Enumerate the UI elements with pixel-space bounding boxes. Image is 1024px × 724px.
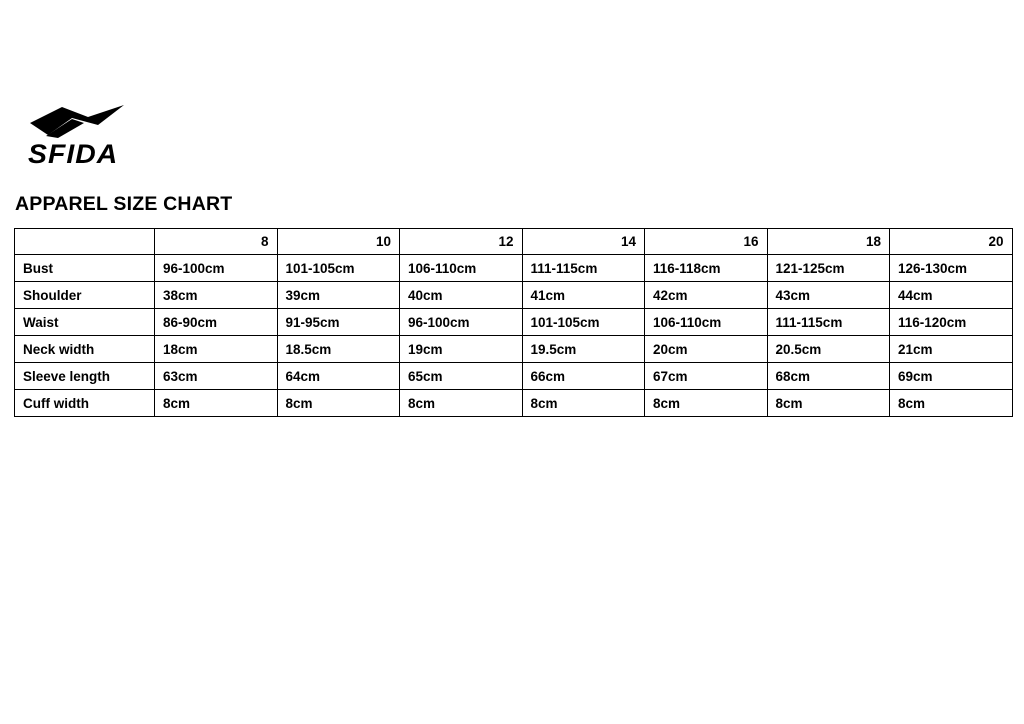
header-row xyxy=(15,229,1013,255)
table-row xyxy=(15,282,1013,309)
column-header-size-20: 20 xyxy=(890,229,1013,255)
sfida-swoosh-icon xyxy=(28,105,138,139)
cell-bust-14: 111-115cm xyxy=(522,255,645,282)
column-header-size-12: 12 xyxy=(400,229,523,255)
cell-waist-14: 101-105cm xyxy=(522,309,645,336)
cell-bust-8: 96-100cm xyxy=(155,255,278,282)
cell-waist-10: 91-95cm xyxy=(277,309,400,336)
cell-shoulder-14: 41cm xyxy=(522,282,645,309)
cell-neck-width-14: 19.5cm xyxy=(522,336,645,363)
column-header-size-14: 14 xyxy=(522,229,645,255)
cell-waist-20: 116-120cm xyxy=(890,309,1013,336)
cell-sleeve-length-10: 64cm xyxy=(277,363,400,390)
cell-cuff-width-14: 8cm xyxy=(522,390,645,417)
cell-cuff-width-10: 8cm xyxy=(277,390,400,417)
cell-sleeve-length-14: 66cm xyxy=(522,363,645,390)
column-header-size-10: 10 xyxy=(277,229,400,255)
table-corner-cell xyxy=(15,229,155,255)
row-label-cuff-width: Cuff width xyxy=(15,390,155,417)
column-header-size-18: 18 xyxy=(767,229,890,255)
row-label-bust: Bust xyxy=(15,255,155,282)
table-header xyxy=(15,229,1013,255)
row-label-neck-width: Neck width xyxy=(15,336,155,363)
cell-sleeve-length-12: 65cm xyxy=(400,363,523,390)
cell-cuff-width-20: 8cm xyxy=(890,390,1013,417)
row-label-sleeve-length: Sleeve length xyxy=(15,363,155,390)
table-row xyxy=(15,363,1013,390)
cell-neck-width-18: 20.5cm xyxy=(767,336,890,363)
cell-waist-12: 96-100cm xyxy=(400,309,523,336)
cell-shoulder-18: 43cm xyxy=(767,282,890,309)
brand-wordmark: SFIDA xyxy=(28,139,119,169)
row-label-shoulder: Shoulder xyxy=(15,282,155,309)
row-label-waist: Waist xyxy=(15,309,155,336)
cell-bust-10: 101-105cm xyxy=(277,255,400,282)
cell-neck-width-12: 19cm xyxy=(400,336,523,363)
cell-sleeve-length-8: 63cm xyxy=(155,363,278,390)
cell-sleeve-length-18: 68cm xyxy=(767,363,890,390)
cell-bust-12: 106-110cm xyxy=(400,255,523,282)
cell-neck-width-10: 18.5cm xyxy=(277,336,400,363)
page-title: APPAREL SIZE CHART xyxy=(15,193,233,215)
cell-cuff-width-18: 8cm xyxy=(767,390,890,417)
cell-shoulder-16: 42cm xyxy=(645,282,768,309)
size-chart-table xyxy=(14,228,1013,417)
table-body xyxy=(15,255,1013,417)
cell-bust-18: 121-125cm xyxy=(767,255,890,282)
table-row xyxy=(15,336,1013,363)
cell-shoulder-10: 39cm xyxy=(277,282,400,309)
cell-sleeve-length-16: 67cm xyxy=(645,363,768,390)
cell-bust-16: 116-118cm xyxy=(645,255,768,282)
cell-bust-20: 126-130cm xyxy=(890,255,1013,282)
cell-neck-width-16: 20cm xyxy=(645,336,768,363)
table-row xyxy=(15,390,1013,417)
cell-waist-16: 106-110cm xyxy=(645,309,768,336)
cell-neck-width-8: 18cm xyxy=(155,336,278,363)
cell-cuff-width-12: 8cm xyxy=(400,390,523,417)
cell-cuff-width-8: 8cm xyxy=(155,390,278,417)
cell-shoulder-20: 44cm xyxy=(890,282,1013,309)
cell-neck-width-20: 21cm xyxy=(890,336,1013,363)
cell-shoulder-8: 38cm xyxy=(155,282,278,309)
table-row xyxy=(15,255,1013,282)
size-chart-table-container xyxy=(14,228,1012,417)
cell-waist-18: 111-115cm xyxy=(767,309,890,336)
cell-waist-8: 86-90cm xyxy=(155,309,278,336)
column-header-size-8: 8 xyxy=(155,229,278,255)
column-header-size-16: 16 xyxy=(645,229,768,255)
cell-sleeve-length-20: 69cm xyxy=(890,363,1013,390)
table-row xyxy=(15,309,1013,336)
brand-logo xyxy=(28,105,158,175)
cell-cuff-width-16: 8cm xyxy=(645,390,768,417)
cell-shoulder-12: 40cm xyxy=(400,282,523,309)
